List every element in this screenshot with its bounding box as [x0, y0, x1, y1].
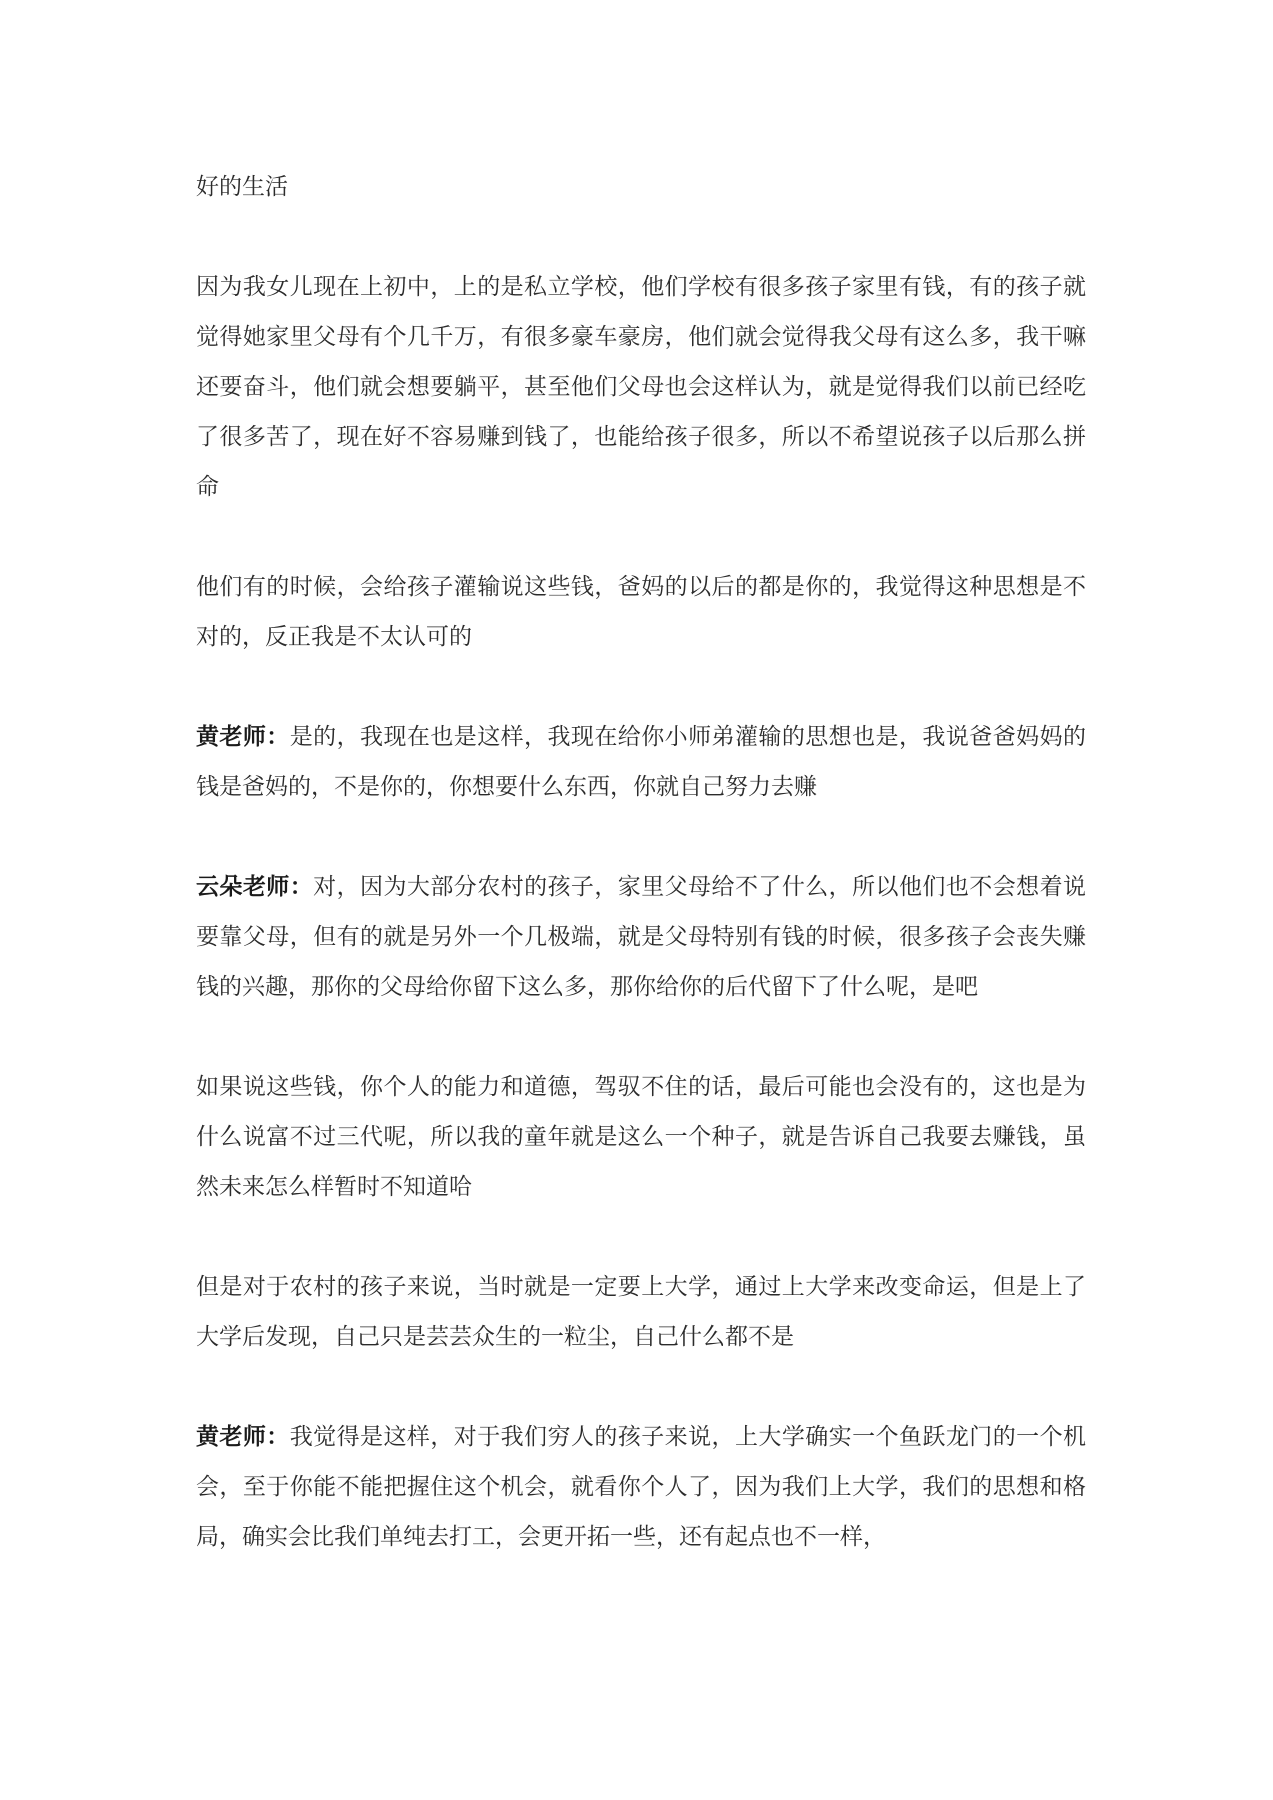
- paragraph-text: 但是对于农村的孩子来说，当时就是一定要上大学，通过上大学来改变命运，但是上了大学后发现，自己只是芸芸众生的一粒尘，自己什么都不是: [196, 1274, 1086, 1350]
- paragraph-6: [196, 1062, 1086, 1212]
- paragraph-text: 因为我女儿现在上初中，上的是私立学校，他们学校有很多孩子家里有钱，有的孩子就觉得她家里父母有个几千万，有很多豪车豪房，他们就会觉得我父母有这么多，我干嘛还要奋斗，他们就会想要躺平，甚至他们父母也会这样认为，就是觉得我们以前已经吃了很多苦了，现在好不容易赚到钱了，也能给孩子很多，所以不希望说孩子以后那么拼命: [196, 274, 1086, 500]
- paragraph-4: [196, 712, 1086, 812]
- paragraph-text: 对，因为大部分农村的孩子，家里父母给不了什么，所以他们也不会想着说要靠父母，但有的就是另外一个几极端，就是父母特别有钱的时候，很多孩子会丧失赚钱的兴趣，那你的父母给你留下这么多，那你给你的后代留下了什么呢，是吧: [196, 874, 1087, 1000]
- paragraph-7: [196, 1262, 1086, 1362]
- paragraph-3: [196, 562, 1086, 662]
- paragraph-5: [196, 862, 1086, 1012]
- paragraph-text: 好的生活: [196, 174, 288, 200]
- paragraph-text: 我觉得是这样，对于我们穷人的孩子来说，上大学确实一个鱼跃龙门的一个机会，至于你能不能把握住这个机会，就看你个人了，因为我们上大学，我们的思想和格局，确实会比我们单纯去打工，会更开拓一些，还有起点也不一样，: [196, 1424, 1087, 1550]
- paragraph-8: [196, 1412, 1086, 1562]
- paragraph-text: 他们有的时候，会给孩子灌输说这些钱，爸妈的以后的都是你的，我觉得这种思想是不对的，反正我是不太认可的: [196, 574, 1086, 650]
- speaker-label: 黄老师：: [196, 724, 290, 750]
- paragraph-1: [196, 162, 1086, 212]
- speaker-label: 云朵老师：: [196, 874, 314, 900]
- paragraph-2: [196, 262, 1086, 512]
- document-body: [196, 162, 1086, 1562]
- speaker-label: 黄老师：: [196, 1424, 290, 1450]
- paragraph-text: 是的，我现在也是这样，我现在给你小师弟灌输的思想也是，我说爸爸妈妈的钱是爸妈的，不是你的，你想要什么东西，你就自己努力去赚: [196, 724, 1087, 800]
- paragraph-text: 如果说这些钱，你个人的能力和道德，驾驭不住的话，最后可能也会没有的，这也是为什么说富不过三代呢，所以我的童年就是这么一个种子，就是告诉自己我要去赚钱，虽然未来怎么样暂时不知道哈: [196, 1074, 1086, 1200]
